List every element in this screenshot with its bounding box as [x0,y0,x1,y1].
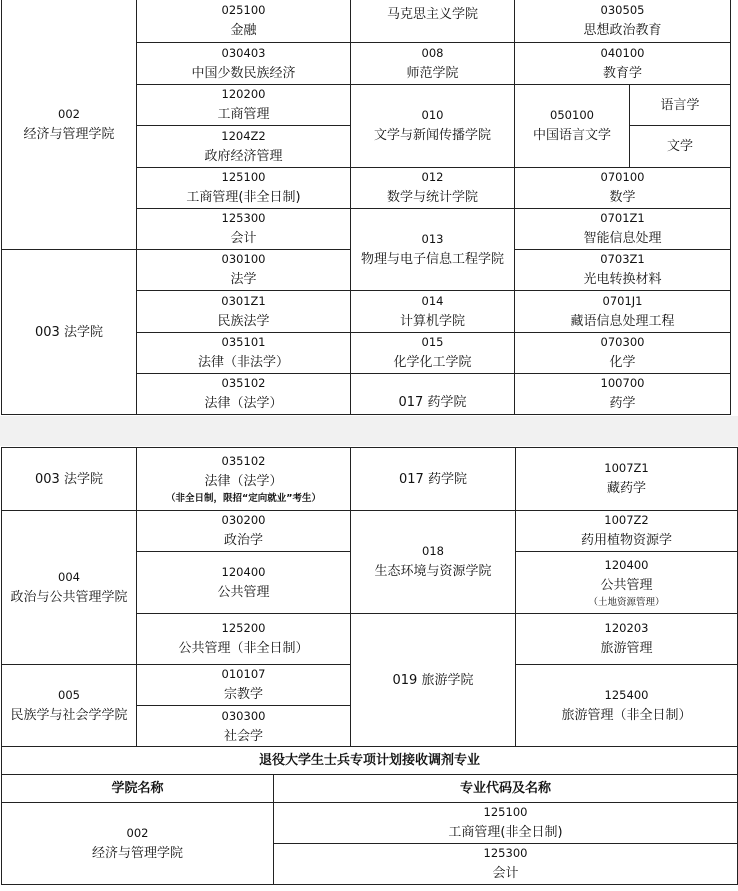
major-cell: 1007Z2 药用植物资源学 [516,511,738,552]
school-cell: 018 生态环境与资源学院 [351,511,516,614]
school-cell: 008 师范学院 [351,43,515,85]
major-cell: 070100 数学 [515,168,731,209]
major-cell: 125300 会计 [137,209,351,250]
major-cell: 120400 公共管理 [137,552,351,614]
major-cell: 025100 金融 [137,0,351,43]
major-cell: 120200 工商管理 [137,85,351,126]
column-header-school: 学院名称 [2,775,274,803]
school-cell: 010 文学与新闻传播学院 [351,85,515,168]
major-cell: 125100 工商管理(非全日制) [137,168,351,209]
major-cell: 125200 公共管理（非全日制） [137,614,351,665]
major-cell: 010107 宗教学 [137,665,351,706]
school-cell: 017 药学院 [351,448,516,511]
school-cell: 003 法学院 [2,448,137,511]
major-cell: 030100 法学 [137,250,351,291]
major-cell: 0301Z1 民族法学 [137,291,351,333]
major-cell: 030403 中国少数民族经济 [137,43,351,85]
school-cell: 014 计算机学院 [351,291,515,333]
sub-major-cell: 语言学 [630,85,731,126]
major-cell: 120203 旅游管理 [516,614,738,665]
veteran-transfer-table [1,746,738,885]
major-table-part1 [1,0,731,415]
school-cell: 019 旅游学院 [351,614,516,748]
school-cell: 005 民族学与社会学学院 [2,665,137,748]
major-cell: 0701J1 藏语信息处理工程 [515,291,731,333]
major-cell: 125400 旅游管理（非全日制） [516,665,738,748]
major-cell: 030200 政治学 [137,511,351,552]
major-cell: 035102 法律（法学） （非全日制，限招“定向就业”考生） [137,448,351,511]
column-header-major: 专业代码及名称 [274,775,738,803]
school-cell: 002 经济与管理学院 [2,0,137,250]
major-cell: 030505 思想政治教育 [515,0,731,43]
major-cell: 1007Z1 藏药学 [516,448,738,511]
school-cell: 013 物理与电子信息工程学院 [351,209,515,291]
major-cell: 0703Z1 光电转换材料 [515,250,731,291]
page-gap [0,416,738,446]
major-cell: 050100 中国语言文学 [515,85,630,168]
major-cell: 070300 化学 [515,333,731,374]
major-cell: 125300 会计 [274,844,738,885]
major-cell: 125100 工商管理(非全日制) [274,803,738,844]
major-cell: 030300 社会学 [137,706,351,748]
major-cell: 120400 公共管理 （土地资源管理） [516,552,738,614]
major-cell: 1204Z2 政府经济管理 [137,126,351,168]
major-cell: 035101 法律（非法学） [137,333,351,374]
school-cell: 015 化学化工学院 [351,333,515,374]
section-title: 退役大学生士兵专项计划接收调剂专业 [2,747,738,775]
major-table-part2 [1,447,738,748]
major-cell: 100700 药学 [515,374,731,415]
school-cell: 003 法学院 [2,250,137,415]
major-cell: 035102 法律（法学） [137,374,351,415]
school-cell: 002 经济与管理学院 [2,803,274,885]
major-cell: 0701Z1 智能信息处理 [515,209,731,250]
school-cell: 马克思主义学院 [351,0,515,43]
school-cell: 017 药学院 [351,374,515,415]
major-cell: 040100 教育学 [515,43,731,85]
sub-major-cell: 文学 [630,126,731,168]
school-cell: 012 数学与统计学院 [351,168,515,209]
school-cell: 004 政治与公共管理学院 [2,511,137,665]
